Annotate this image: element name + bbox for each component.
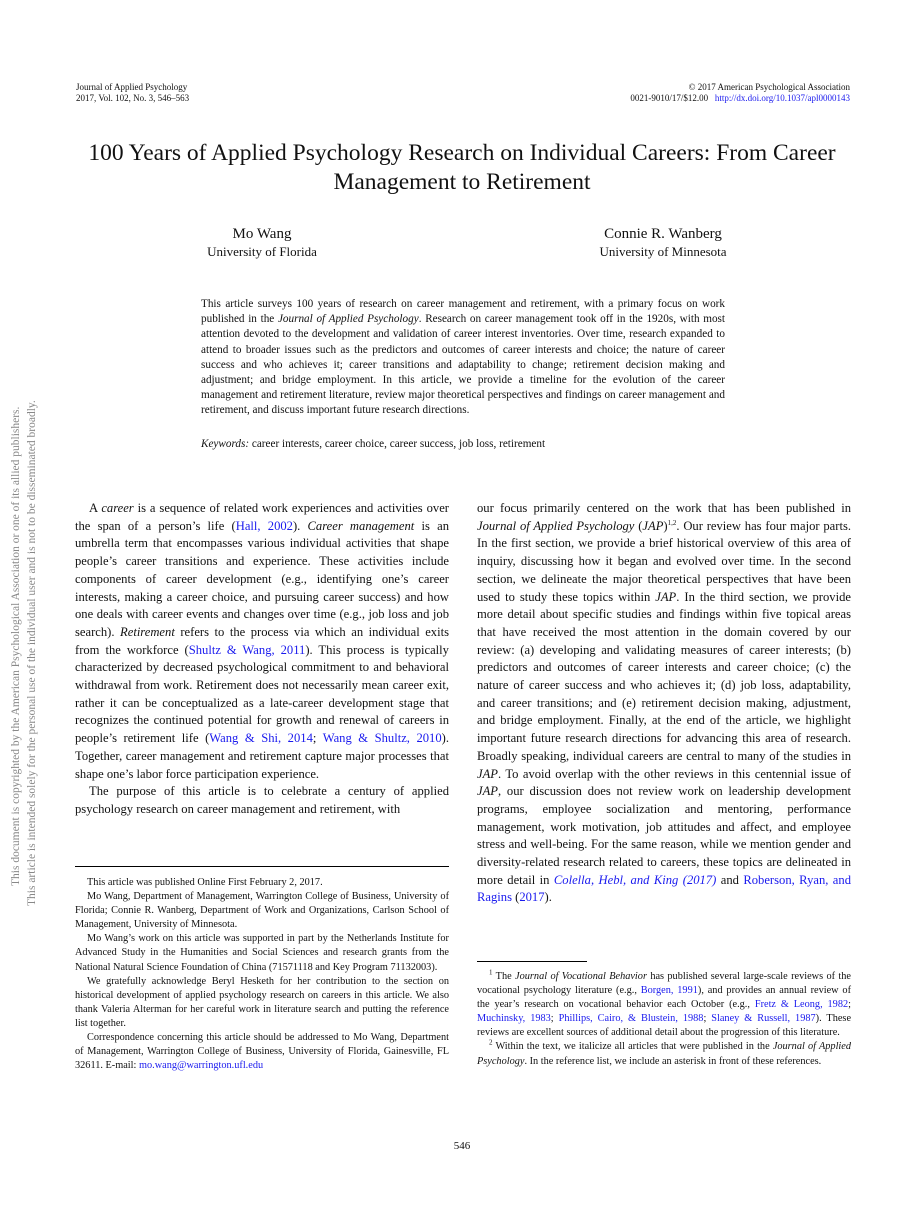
publisher-info	[630, 82, 850, 104]
footnotes	[477, 970, 851, 1069]
text: We gratefully acknowledge Beryl Hesketh for her contribution to the section on historical development of applied psychology research on careers in this article. We also thank Valeria Alterman for her careful work in literature search and putting the reference list together.	[75, 975, 449, 1029]
note	[75, 932, 449, 974]
text: The	[492, 971, 516, 982]
italic-text: JAP	[655, 589, 677, 604]
text: . In the third section, we provide more detail about specific studies and findings within five topical areas that have received the most attention in the domain covered by our review: (a) developing and validating measures of career interests; (b) predictors and outcomes of career interests and career choice; (c) the nature of career success and who achieves it; (d) job loss, adaptability, and career transitions; and (e) retirement decision making, adjustment, and bridge employment. Finally, at the end of the article, we highlight important future research directions for advancing this area of research. Broadly speaking, individual careers are central to many of the studies in	[477, 589, 851, 763]
footnote	[477, 1040, 851, 1068]
page-number: 546	[453, 1140, 471, 1152]
author-note	[75, 876, 449, 1073]
footnote-divider	[477, 961, 587, 962]
text: is an umbrella term that encompasses various individual activities that shape people’s career transitions and experience. These activities include components of career development (e.g., identifying one’s career interests, making a career choice, and pursuing career success) and how one deals with career events and changes over time (e.g., job loss and job search).	[75, 518, 449, 639]
text: ).	[544, 890, 552, 905]
left-column	[75, 500, 449, 819]
text: A	[89, 501, 102, 515]
article-title: 100 Years of Applied Psychology Research on Individual Careers: From Career Management to Retirement	[88, 140, 836, 195]
issn: 0021-9010/17/$12.00	[630, 93, 709, 103]
citation-link[interactable]: Borgen, 1991	[640, 985, 698, 997]
citation-link[interactable]: Phillips, Cairo, & Blustein, 1988	[558, 1013, 704, 1025]
text: Mo Wang’s work on this article was supported in part by the Netherlands Institute for Advanced Study in the Humanities and Social Sciences and research grants from the National Natural Science Foundation of China (71571118 and Key Program 71132003).	[75, 933, 449, 973]
paragraph	[75, 783, 449, 818]
text: ;	[550, 1013, 559, 1025]
right-column	[477, 500, 851, 907]
italic-text: Journal of Applied Psychology	[477, 518, 635, 533]
text: (	[634, 518, 643, 533]
citation-link[interactable]: Roberson, Ryan, and Ragins	[477, 872, 851, 905]
note	[75, 975, 449, 1031]
journal-name: Journal of Applied Psychology	[76, 82, 188, 92]
text: refers to the process via which an individual exits from the workforce (	[75, 624, 449, 657]
text: Mo Wang, Department of Management, Warrington College of Business, University of Florida; Connie R. Wanberg, Department of Work and Organizations, Carlson School of Management, University of Minnesota.	[75, 891, 449, 931]
text: and	[716, 872, 744, 887]
italic-text: Journal of Applied Psychology	[277, 313, 419, 326]
note	[75, 1031, 449, 1073]
journal-volume: 2017, Vol. 102, No. 3, 546–563	[76, 93, 190, 103]
text: our focus primarily centered on the work that has been published in	[477, 501, 851, 515]
text: , our discussion does not review work on leadership development programs, employee socialization and mentoring, performance management, work motivation, job attitudes and affect, and employee stress and well-being. For the same reason, while we mention gender and diversity-related research related to careers, these topics are delineated in more detail in	[477, 784, 851, 887]
text: )	[663, 518, 668, 533]
text: ). Together, career management and retirement capture major processes that shape one’s labor force participation experience.	[75, 731, 449, 781]
author-name: Mo Wang	[232, 226, 292, 242]
paragraph	[75, 500, 449, 783]
keywords-text: career interests, career choice, career success, job loss, retirement	[249, 438, 546, 450]
italic-text: JAP	[642, 518, 664, 533]
text: . To avoid overlap with the other reviews in this centennial issue of	[497, 766, 851, 781]
italic-text: career	[101, 501, 134, 515]
author-1	[200, 226, 324, 260]
italic-text: Retirement	[120, 624, 175, 639]
italic-text: Journal of Vocational Behavior	[515, 971, 647, 982]
text: . In the reference list, we include an asterisk in front of these references.	[524, 1055, 822, 1067]
note	[75, 890, 449, 932]
footnote-marker: 1,2	[667, 518, 677, 527]
citation-link[interactable]: Slaney & Russell, 1987	[711, 1013, 816, 1025]
citation-link[interactable]: Colella, Hebl, and King (2017)	[553, 872, 717, 887]
text: Within the text, we italicize all articles that were published in the	[492, 1041, 773, 1053]
copyright: © 2017 American Psychological Association	[688, 82, 850, 92]
author-2	[590, 226, 736, 260]
author-name: Connie R. Wanberg	[604, 226, 722, 242]
citation-link[interactable]: Muchinsky, 1983	[477, 1013, 551, 1025]
author-affiliation: University of Florida	[207, 244, 317, 259]
keywords-label: Keywords:	[201, 438, 250, 450]
text: ). These reviews are excellent sources of additional detail about the progression of this literature.	[477, 1013, 852, 1039]
text: ;	[703, 1013, 712, 1025]
italic-text: Journal of Applied Psychology	[477, 1041, 852, 1067]
text: Correspondence concerning this article should be addressed to Mo Wang, Department of Management, Warrington College of Business, University of Florida, Gainesville, FL 32611. E-mail:	[75, 1032, 449, 1072]
footnote	[477, 970, 851, 1040]
footnote-divider	[75, 866, 449, 867]
note	[75, 876, 449, 890]
text: ), and provides an annual review of the year’s research on vocational behavior each October (e.g.,	[477, 985, 851, 1011]
text: is a sequence of related work experiences and activities over the span of a person’s life (	[75, 501, 449, 533]
text: ).	[292, 518, 308, 533]
text: ;	[312, 731, 323, 746]
citation-link[interactable]: Wang & Shi, 2014	[209, 731, 313, 746]
text: . Our review has four major parts. In the first section, we provide a brief historical overview of this area of inquiry, discussing how it began and evolved over time. In the second section, we delineate the major theoretical perspectives that have been used to study these topics within	[477, 518, 851, 604]
italic-text: JAP	[477, 784, 498, 799]
text: (	[511, 890, 520, 905]
italic-text: JAP	[477, 766, 498, 781]
citation-link[interactable]: mo.wang@warrington.ufl.edu	[138, 1060, 264, 1072]
text: ;	[848, 999, 851, 1011]
text: This article surveys 100 years of research on career management and retirement, with a primary focus on work published in the	[201, 298, 725, 326]
usage-notice: This article is intended solely for the personal use of the individual user and is not to be disseminated broadly.	[26, 400, 38, 906]
copyright-notice: This document is copyrighted by the American Psychological Association or one of its allied publishers.	[10, 406, 22, 886]
journal-info	[76, 82, 189, 104]
text: . Research on career management took off in the 1920s, with most attention devoted to the development and validation of career interest inventories. Over time, research expanded to attend to broader issues such as the predictors and outcomes of career interests and choice; the nature of career success and who achieves it; career transitions and adaptability to change; retirement decision making and adjustment; and bridge employment. In this article, we provide a timeline for the evolution of the career management and retirement literature, review major theoretical perspectives and findings on career management and retirement, and discuss important future research directions.	[201, 313, 726, 417]
citation-link[interactable]: 2017	[519, 890, 545, 905]
text: This article was published Online First February 2, 2017.	[87, 877, 323, 888]
italic-text: Career management	[307, 518, 415, 533]
text: has published several large-scale reviews of the vocational psychology literature (e.g.,	[477, 971, 851, 997]
doi-link[interactable]: http://dx.doi.org/10.1037/apl0000143	[714, 93, 850, 103]
paragraph	[477, 500, 851, 907]
keywords	[201, 438, 545, 450]
citation-link[interactable]: Hall, 2002	[235, 518, 293, 533]
citation-link[interactable]: Shultz & Wang, 2011	[188, 642, 306, 657]
text: The purpose of this article is to celebrate a century of applied psychology research on career management and retirement, with	[75, 784, 449, 816]
text: ). This process is typically characterized by decreased psychological commitment to and behavioral withdrawal from work. Retirement does not necessarily mean career exit, rather it can be conceptualized as a late-career development stage that recognizes the continued potential for growth and renewal of careers in people’s retirement life (	[75, 642, 449, 746]
citation-link[interactable]: Wang & Shultz, 2010	[322, 731, 442, 746]
abstract	[201, 297, 725, 419]
citation-link[interactable]: Fretz & Leong, 1982	[754, 999, 849, 1011]
author-affiliation: University of Minnesota	[599, 244, 727, 259]
footnote-marker: 2	[489, 1039, 493, 1048]
footnote-marker: 1	[489, 968, 493, 977]
